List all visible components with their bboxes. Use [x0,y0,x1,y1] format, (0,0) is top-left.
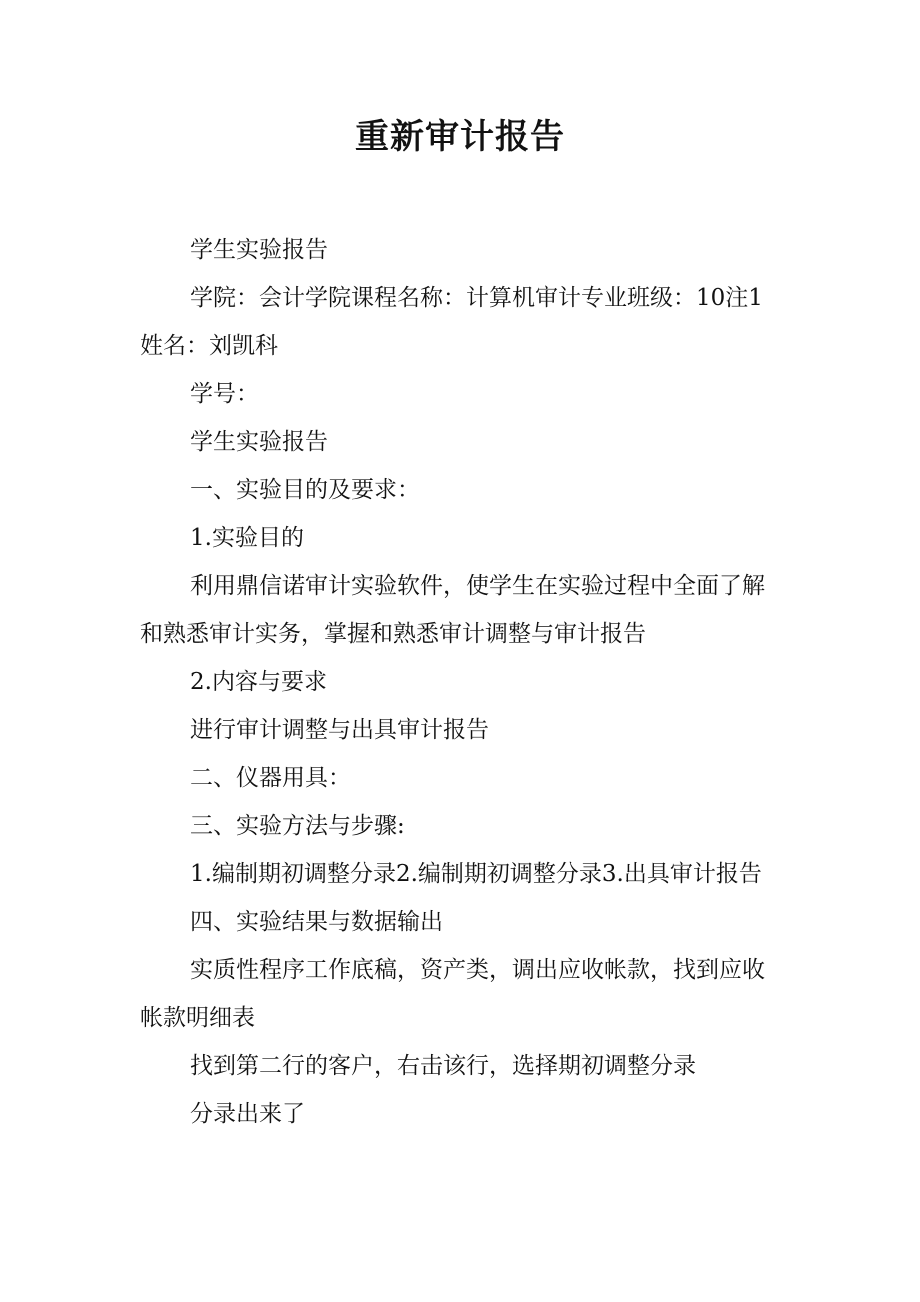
section-heading-methods: 三、实验方法与步骤: [190,813,405,839]
paragraph-entry-result: 分录出来了 [190,1101,305,1127]
paragraph-methods-text: 1.编制期初调整分录2.编制期初调整分录3.出具审计报告 [190,861,762,887]
subheading-purpose: 1.实验目的 [190,525,304,551]
section-heading-results: 四、实验结果与数据输出 [190,909,443,935]
section-heading-instruments: 二、仪器用具： [190,765,351,791]
document-body [140,226,785,1138]
paragraph-content-text: 进行审计调整与出具审计报告 [190,717,489,743]
paragraph-student-info: 学院：会计学院课程名称：计算机审计专业班级：10注1姓名：刘凯科 [140,285,763,359]
paragraph-purpose-text: 利用鼎信诺审计实验软件，使学生在实验过程中全面了解和熟悉审计实务，掌握和熟悉审计调整与审计报告 [140,573,765,647]
paragraph-student-report-heading-2: 学生实验报告 [190,429,328,455]
paragraph-student-id: 学号： [190,381,259,407]
document-title: 重新审计报告 [355,117,565,157]
paragraph-select-customer: 找到第二行的客户，右击该行，选择期初调整分录 [190,1053,696,1079]
subheading-content: 2.内容与要求 [190,669,327,695]
paragraph-results-text: 实质性程序工作底稿，资产类，调出应收帐款，找到应收帐款明细表 [140,957,765,1031]
section-heading-purpose: 一、实验目的及要求： [190,477,420,503]
paragraph-student-report-heading: 学生实验报告 [190,237,328,263]
